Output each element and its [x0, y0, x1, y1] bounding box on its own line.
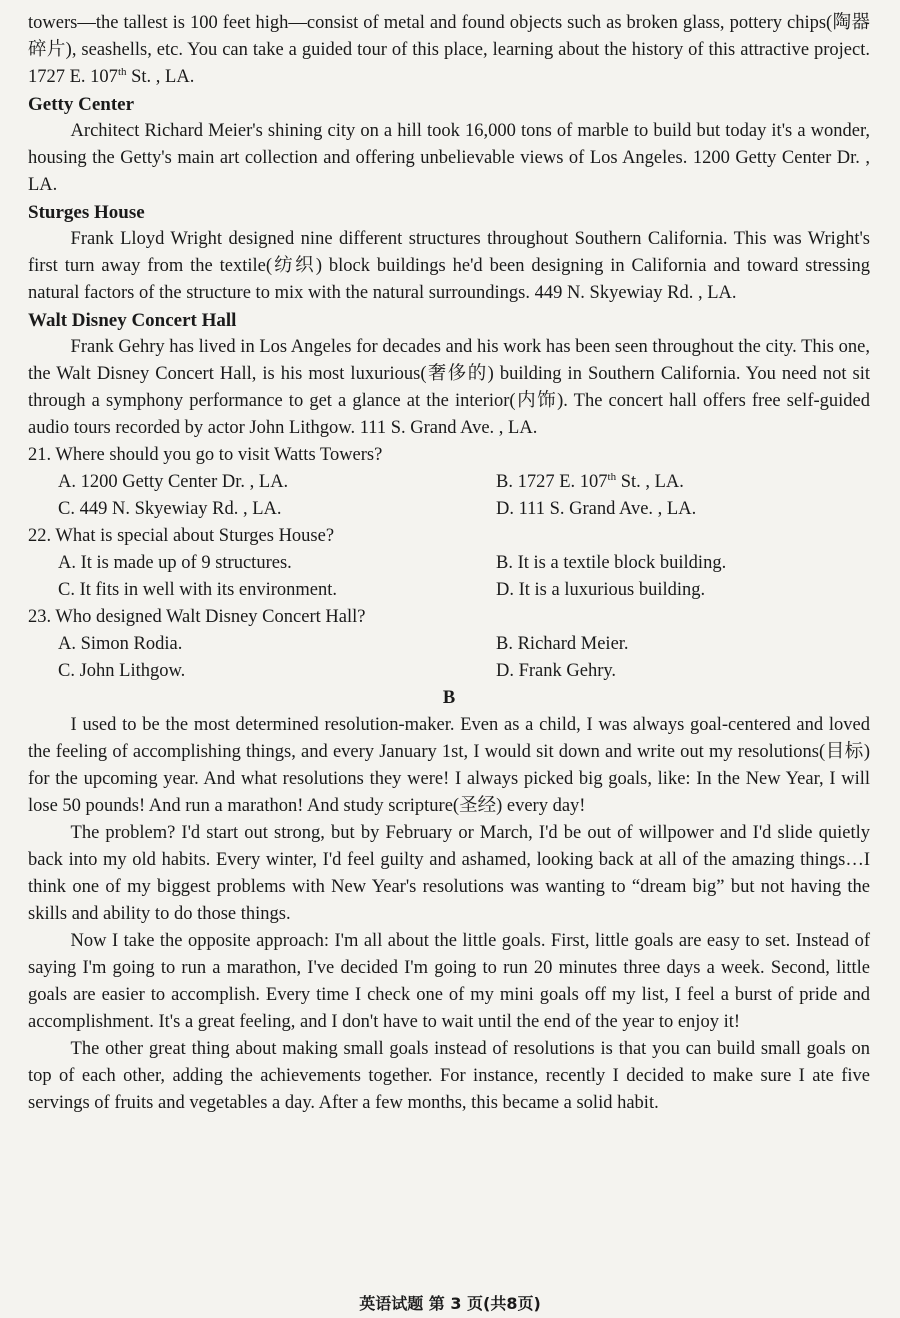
section-text: Frank Gehry has lived in Los Angeles for decades and his work has been seen throughout the city. This one, the Walt Disney Concert Hall, is his most luxurious(奢侈的) building in Southern California. You need not sit through a symphony performance to get a glance at the interior(内饰). The concert hall offers free self-guided audio tours recorded by actor John Lithgow. 111 S. Grand Ave. , LA. — [28, 337, 870, 438]
question-stem: 21. Where should you go to visit Watts Towers? — [28, 445, 383, 465]
attractions-list — [28, 91, 870, 442]
questions-list — [28, 442, 870, 685]
passage-paragraph: Now I take the opposite approach: I'm all about the little goals. First, little goals are easy to set. Instead of saying I'm going to run a marathon, I've decided I'm going to run 20 minutes three days a week. Second, little goals are easier to accomplish. Every time I check one of my mini goals off my list, I feel a burst of pride and accomplishment. It's a great feeling, and I don't have to wait until the end of the year to enjoy it! — [28, 931, 870, 1032]
page-footer: 英语试题 第 3 页(共8页) — [359, 1294, 541, 1313]
answer-option: C. 449 N. Skyewiay Rd. , LA. — [58, 499, 282, 519]
answer-option: C. It fits in well with its environment. — [58, 580, 338, 600]
question-stem: 22. What is special about Sturges House? — [28, 526, 335, 546]
passage-paragraph: The other great thing about making small goals instead of resolutions is that you can build small goals on top of each other, adding the achievements together. For instance, recently I decided to make sure I ate five servings of fruits and vegetables a day. After a few months, this became a solid habit. — [28, 1039, 870, 1113]
answer-option: B. It is a textile block building. — [496, 553, 727, 573]
section-text: Frank Lloyd Wright designed nine different structures throughout Southern California. This was Wright's first turn away from the textile(纺织) block buildings he'd been designing in California and toward stressing natural factors of the structure to mix with the natural surroundings. 449 N. Skyewiay Rd. , LA. — [28, 229, 870, 303]
answer-option: B. 1727 E. 107th St. , LA. — [496, 470, 684, 492]
section-title: Walt Disney Concert Hall — [28, 310, 237, 331]
part-b-heading: B — [442, 688, 456, 708]
question-options — [28, 550, 870, 604]
part-b-passage — [28, 712, 870, 1117]
question-stem: 23. Who designed Walt Disney Concert Hall? — [28, 607, 366, 627]
answer-option: D. It is a luxurious building. — [496, 580, 706, 600]
intro-paragraph: towers—the tallest is 100 feet high—consist of metal and found objects such as broken glass, pottery chips(陶器碎片), seashells, etc. You can take a guided tour of this place, learning about the history of this attractive project. 1727 E. 107th St. , LA. — [28, 13, 870, 87]
answer-option: A. It is made up of 9 structures. — [58, 553, 292, 573]
section-title: Sturges House — [28, 202, 145, 223]
answer-option: B. Richard Meier. — [496, 634, 629, 654]
answer-option: D. 111 S. Grand Ave. , LA. — [496, 499, 697, 519]
answer-option: C. John Lithgow. — [58, 661, 186, 681]
question-options — [28, 631, 870, 685]
question-options — [28, 469, 870, 523]
exam-page — [28, 10, 870, 1117]
section-text: Architect Richard Meier's shining city on a hill took 16,000 tons of marble to build but today it's a wonder, housing the Getty's main art collection and offering unbelievable views of Los Angeles. 1200 Getty Center Dr. , LA. — [28, 121, 870, 195]
answer-option: A. Simon Rodia. — [58, 634, 183, 654]
section-title: Getty Center — [28, 94, 135, 115]
passage-paragraph: The problem? I'd start out strong, but by February or March, I'd be out of willpower and I'd slide quietly back into my old habits. Every winter, I'd feel guilty and ashamed, looking back at all of the amazing things…I think one of my biggest problems with New Year's resolutions was wanting to “dream big” but not having the skills and ability to do those things. — [28, 823, 870, 924]
answer-option: A. 1200 Getty Center Dr. , LA. — [58, 472, 289, 492]
answer-option: D. Frank Gehry. — [496, 661, 617, 681]
passage-paragraph: I used to be the most determined resolution-maker. Even as a child, I was always goal-centered and loved the feeling of accomplishing things, and every January 1st, I would sit down and write out my resolutions(目标) for the upcoming year. And what resolutions they were! I always picked big goals, like: In the New Year, I will lose 50 pounds! And run a marathon! And study scripture(圣经) every day! — [28, 715, 870, 816]
